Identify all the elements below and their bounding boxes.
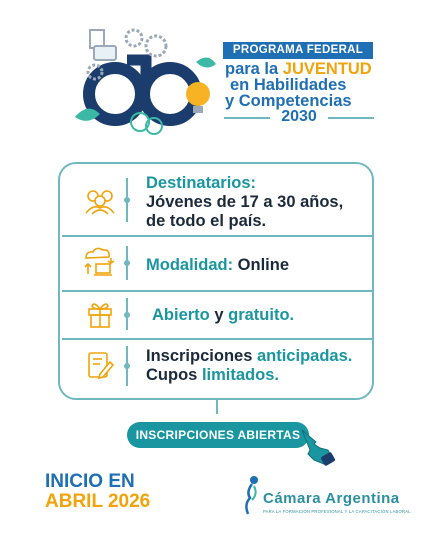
modality-row: [146, 256, 289, 275]
title-line-2: en Habilidades: [230, 76, 347, 94]
title-line-3: y Competencias: [225, 92, 352, 110]
document-pencil-icon: [86, 350, 114, 380]
title-line-1: para la JUVENTUD: [225, 60, 372, 78]
row-dot: [124, 363, 130, 369]
people-group-icon: [83, 186, 117, 216]
row-separator: [62, 290, 372, 292]
year-divider-left: [224, 117, 270, 119]
title-highlight: JUVENTUD: [282, 60, 372, 78]
recipients-text-line1: Jóvenes de 17 a 30 años,: [146, 193, 344, 211]
row-dot: [124, 197, 130, 203]
organization-subtitle: PARA LA FORMACIÓN PROFESIONAL Y LA CAPACITACIÓN LABORAL: [263, 509, 411, 514]
recipients-text-line2: de todo el país.: [146, 212, 267, 230]
year-row: [224, 108, 374, 126]
year-divider-right: [328, 117, 374, 119]
cta-connector-line: [216, 400, 218, 414]
registration-line2: Cupos limitados.: [146, 366, 279, 384]
camara-argentina-logo: [242, 474, 262, 516]
start-label: INICIO EN: [45, 471, 135, 492]
free-access-row: [152, 306, 294, 325]
modality-value: Online: [237, 256, 290, 274]
limited-word: limitados.: [201, 366, 279, 384]
cloud-laptop-icon: [82, 246, 116, 278]
row-separator: [62, 235, 372, 237]
row-separator: [62, 338, 372, 340]
start-date: ABRIL 2026: [45, 491, 151, 512]
row-dot: [124, 312, 130, 318]
program-logo-illustration: [70, 22, 220, 142]
organization-name: Cámara Argentina: [263, 490, 400, 507]
recipients-label: Destinatarios:: [146, 174, 257, 192]
registration-open-button[interactable]: INSCRIPCIONES ABIERTAS: [127, 422, 309, 448]
row-dot: [124, 260, 130, 266]
program-year: 2030: [281, 108, 317, 125]
registration-line1: Inscripciones anticipadas.: [146, 347, 353, 365]
early-word: anticipadas.: [256, 347, 353, 365]
connector-word: y: [214, 306, 224, 324]
pointing-hand-icon: [298, 424, 336, 466]
program-label: PROGRAMA FEDERAL: [223, 42, 373, 59]
open-word: Abierto: [152, 306, 210, 324]
free-word: gratuito.: [228, 306, 295, 324]
gift-icon: [86, 299, 114, 329]
modality-label: Modalidad:: [146, 256, 234, 274]
